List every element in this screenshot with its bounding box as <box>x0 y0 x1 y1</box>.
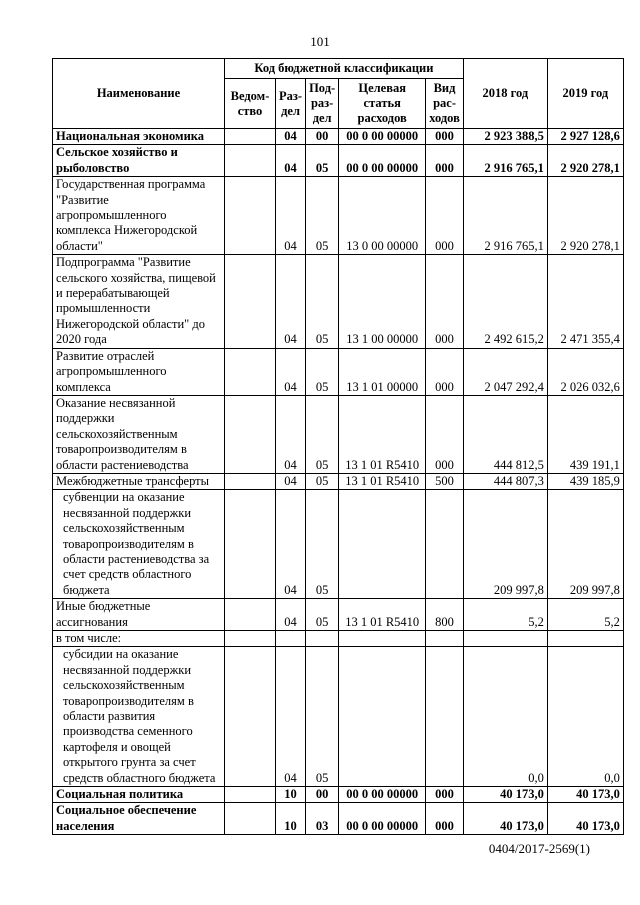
row-vr: 000 <box>426 787 464 803</box>
header-csr: Целевая статья расходов <box>339 79 426 129</box>
row-rz: 04 <box>276 129 306 145</box>
row-2019: 40 173,0 <box>547 787 623 803</box>
row-rz: 04 <box>276 255 306 348</box>
row-name: Социальное обеспечение населения <box>53 803 225 835</box>
row-pr: 00 <box>306 787 339 803</box>
row-rz <box>276 631 306 647</box>
row-2019 <box>547 631 623 647</box>
row-2019: 2 920 278,1 <box>547 177 623 255</box>
row-2018: 0,0 <box>463 647 547 787</box>
table-row <box>53 647 624 787</box>
row-name: Развитие отраслей агропромышленного комплекса <box>53 348 225 395</box>
row-csr: 13 1 01 R5410 <box>339 473 426 489</box>
row-pr: 05 <box>306 177 339 255</box>
row-csr <box>339 631 426 647</box>
row-vr: 500 <box>426 473 464 489</box>
row-vr: 000 <box>426 145 464 177</box>
row-2018: 40 173,0 <box>463 803 547 835</box>
row-name: субсидии на оказание несвязанной поддержки сельскохозяйственным товаропроизводителям в области развития производства семенного картофеля и овощей открытого грунта за счет средств областного бюджета <box>53 647 225 787</box>
row-vr <box>426 647 464 787</box>
row-vr: 000 <box>426 803 464 835</box>
row-vr <box>426 631 464 647</box>
header-razdel: Раз-дел <box>276 79 306 129</box>
table-row <box>53 395 624 473</box>
document-code: 0404/2017-2569(1) <box>488 841 590 856</box>
row-pr: 05 <box>306 395 339 473</box>
row-2018: 209 997,8 <box>463 490 547 599</box>
row-2018: 2 047 292,4 <box>463 348 547 395</box>
row-csr: 13 1 00 00000 <box>339 255 426 348</box>
row-ved <box>225 647 276 787</box>
row-name: Подпрограмма "Развитие сельского хозяйства, пищевой и перерабатывающей промышленности Нижегородской области" до 2020 года <box>53 255 225 348</box>
row-name: субвенции на оказание несвязанной поддержки сельскохозяйственным товаропроизводителям в области растениеводства за счет средств областного бюджета <box>53 490 225 599</box>
row-rz: 04 <box>276 473 306 489</box>
row-ved <box>225 803 276 835</box>
row-name: Социальная политика <box>53 787 225 803</box>
row-pr: 05 <box>306 647 339 787</box>
row-2018: 444 812,5 <box>463 395 547 473</box>
row-2019: 2 927 128,6 <box>547 129 623 145</box>
row-pr <box>306 631 339 647</box>
header-2019: 2019 год <box>547 59 623 129</box>
row-ved <box>225 145 276 177</box>
row-rz: 10 <box>276 803 306 835</box>
row-vr: 000 <box>426 255 464 348</box>
row-vr <box>426 490 464 599</box>
header-name: Наименование <box>53 59 225 129</box>
row-csr: 13 1 01 00000 <box>339 348 426 395</box>
table-row <box>53 255 624 348</box>
table-row <box>53 787 624 803</box>
row-ved <box>225 787 276 803</box>
budget-table <box>52 58 624 835</box>
row-pr: 03 <box>306 803 339 835</box>
row-name: в том числе: <box>53 631 225 647</box>
row-csr: 13 0 00 00000 <box>339 177 426 255</box>
row-rz: 10 <box>276 787 306 803</box>
row-rz: 04 <box>276 647 306 787</box>
row-vr: 800 <box>426 599 464 631</box>
row-pr: 05 <box>306 599 339 631</box>
row-rz: 04 <box>276 490 306 599</box>
row-csr: 00 0 00 00000 <box>339 129 426 145</box>
row-2019: 2 471 355,4 <box>547 255 623 348</box>
row-csr: 00 0 00 00000 <box>339 787 426 803</box>
row-2019: 5,2 <box>547 599 623 631</box>
row-ved <box>225 255 276 348</box>
row-csr <box>339 647 426 787</box>
table-row <box>53 129 624 145</box>
row-2018: 2 923 388,5 <box>463 129 547 145</box>
row-ved <box>225 395 276 473</box>
row-2018: 2 916 765,1 <box>463 177 547 255</box>
row-rz: 04 <box>276 348 306 395</box>
row-vr: 000 <box>426 395 464 473</box>
row-pr: 00 <box>306 129 339 145</box>
header-vedomstvo: Ведом-ство <box>225 79 276 129</box>
header-vr: Вид рас-ходов <box>426 79 464 129</box>
row-name: Иные бюджетные ассигнования <box>53 599 225 631</box>
table-row <box>53 490 624 599</box>
header-budget-classification: Код бюджетной классификации <box>225 59 464 79</box>
row-name: Государственная программа "Развитие агропромышленного комплекса Нижегородской области" <box>53 177 225 255</box>
row-rz: 04 <box>276 177 306 255</box>
row-csr <box>339 490 426 599</box>
row-2019: 0,0 <box>547 647 623 787</box>
row-vr: 000 <box>426 177 464 255</box>
row-csr: 00 0 00 00000 <box>339 803 426 835</box>
row-csr: 13 1 01 R5410 <box>339 599 426 631</box>
row-2019: 209 997,8 <box>547 490 623 599</box>
table-row <box>53 631 624 647</box>
table-row <box>53 177 624 255</box>
header-podrazdel: Под-раз-дел <box>306 79 339 129</box>
row-pr: 05 <box>306 490 339 599</box>
row-pr: 05 <box>306 473 339 489</box>
row-csr: 13 1 01 R5410 <box>339 395 426 473</box>
row-vr: 000 <box>426 348 464 395</box>
row-rz: 04 <box>276 145 306 177</box>
row-2018: 5,2 <box>463 599 547 631</box>
row-ved <box>225 599 276 631</box>
row-ved <box>225 473 276 489</box>
row-ved <box>225 490 276 599</box>
row-name: Национальная экономика <box>53 129 225 145</box>
row-pr: 05 <box>306 348 339 395</box>
row-name: Сельское хозяйство и рыболовство <box>53 145 225 177</box>
row-vr: 000 <box>426 129 464 145</box>
row-pr: 05 <box>306 255 339 348</box>
row-ved <box>225 348 276 395</box>
row-2018: 2 492 615,2 <box>463 255 547 348</box>
table-row <box>53 348 624 395</box>
row-ved <box>225 129 276 145</box>
row-2019: 2 920 278,1 <box>547 145 623 177</box>
row-2018: 2 916 765,1 <box>463 145 547 177</box>
row-name: Оказание несвязанной поддержки сельскохозяйственным товаропроизводителям в области растениеводства <box>53 395 225 473</box>
row-csr: 00 0 00 00000 <box>339 145 426 177</box>
row-2019: 2 026 032,6 <box>547 348 623 395</box>
table-row <box>53 145 624 177</box>
page-number: 101 <box>310 34 330 49</box>
row-name: Межбюджетные трансферты <box>53 473 225 489</box>
row-pr: 05 <box>306 145 339 177</box>
table-row <box>53 473 624 489</box>
row-ved <box>225 631 276 647</box>
row-2018 <box>463 631 547 647</box>
row-ved <box>225 177 276 255</box>
table-row <box>53 599 624 631</box>
row-2018: 444 807,3 <box>463 473 547 489</box>
row-rz: 04 <box>276 599 306 631</box>
row-rz: 04 <box>276 395 306 473</box>
row-2019: 40 173,0 <box>547 803 623 835</box>
row-2019: 439 191,1 <box>547 395 623 473</box>
row-2018: 40 173,0 <box>463 787 547 803</box>
header-2018: 2018 год <box>463 59 547 129</box>
table-row <box>53 803 624 835</box>
row-2019: 439 185,9 <box>547 473 623 489</box>
